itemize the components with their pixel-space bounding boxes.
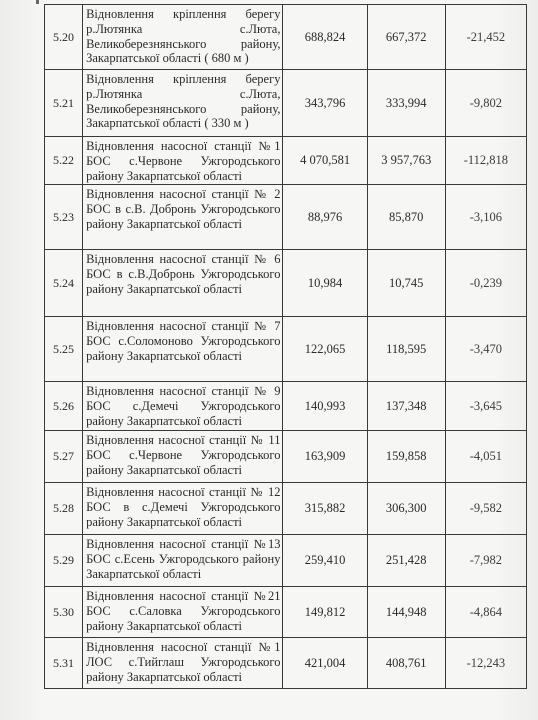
- row-number: 5.29: [45, 535, 83, 587]
- row-number: 5.28: [45, 483, 83, 535]
- actual-amount: 144,948: [367, 587, 445, 638]
- row-number: 5.23: [45, 185, 83, 250]
- actual-amount: 251,428: [367, 535, 445, 587]
- table-row: [45, 250, 527, 317]
- table-row: [45, 431, 527, 483]
- row-description: Відновлення насосної станції №1 БОС с.Червоне Ужгородського району Закарпатської області: [83, 137, 283, 185]
- scan-mark: [36, 0, 39, 4]
- difference-amount: -3,106: [445, 185, 526, 250]
- row-description: Відновлення насосної станції №1 ЛОС с.Тийглаш Ужгородського району Закарпатської області: [83, 638, 283, 689]
- difference-amount: -112,818: [445, 137, 526, 185]
- table-row: [45, 5, 527, 70]
- row-number: 5.26: [45, 382, 83, 431]
- difference-amount: -21,452: [445, 5, 526, 70]
- row-description: Відновлення насосної станції №21 БОС с.Саловка Ужгородського району Закарпатської області: [83, 587, 283, 638]
- table-row: [45, 535, 527, 587]
- table-row: [45, 587, 527, 638]
- difference-amount: -4,864: [445, 587, 526, 638]
- row-number: 5.24: [45, 250, 83, 317]
- actual-amount: 3 957,763: [367, 137, 445, 185]
- planned-amount: 688,824: [283, 5, 367, 70]
- planned-amount: 140,993: [283, 382, 367, 431]
- planned-amount: 315,882: [283, 483, 367, 535]
- planned-amount: 122,065: [283, 317, 367, 382]
- planned-amount: 343,796: [283, 70, 367, 137]
- difference-amount: -3,645: [445, 382, 526, 431]
- planned-amount: 163,909: [283, 431, 367, 483]
- table-row: [45, 137, 527, 185]
- actual-amount: 408,761: [367, 638, 445, 689]
- actual-amount: 137,348: [367, 382, 445, 431]
- difference-amount: -9,582: [445, 483, 526, 535]
- row-description: Відновлення насосної станції № 6 БОС в с.В.Добронь Ужгородського району Закарпатської області: [83, 250, 283, 317]
- actual-amount: 306,300: [367, 483, 445, 535]
- table-row: [45, 317, 527, 382]
- difference-amount: -0,239: [445, 250, 526, 317]
- planned-amount: 88,976: [283, 185, 367, 250]
- actual-amount: 667,372: [367, 5, 445, 70]
- actual-amount: 159,858: [367, 431, 445, 483]
- row-description: Відновлення насосної станції №13 БОС с.Есень Ужгородського району Закарпатської області: [83, 535, 283, 587]
- planned-amount: 421,004: [283, 638, 367, 689]
- planned-amount: 10,984: [283, 250, 367, 317]
- planned-amount: 149,812: [283, 587, 367, 638]
- row-number: 5.31: [45, 638, 83, 689]
- row-description: Відновлення насосної станції № 7 БОС с.Соломоново Ужгородського району Закарпатської області: [83, 317, 283, 382]
- row-description: Відновлення насосної станції № 9 БОС с.Демечі Ужгородського району Закарпатської області: [83, 382, 283, 431]
- actual-amount: 85,870: [367, 185, 445, 250]
- difference-amount: -12,243: [445, 638, 526, 689]
- actual-amount: 118,595: [367, 317, 445, 382]
- difference-amount: -9,802: [445, 70, 526, 137]
- row-description: Відновлення насосної станції № 11 БОС с.Червоне Ужгородського району Закарпатської області: [83, 431, 283, 483]
- row-description: Відновлення кріплення берегу р.Лютянка с.Люта, Великоберезнянського району, Закарпатської області ( 680 м ): [83, 5, 283, 70]
- row-description: Відновлення кріплення берегу р.Лютянка с.Люта, Великоберезнянського району, Закарпатської області ( 330 м ): [83, 70, 283, 137]
- table-row: [45, 185, 527, 250]
- table-row: [45, 483, 527, 535]
- row-description: Відновлення насосної станції № 2 БОС в с.В. Добронь Ужгородського району Закарпатської області: [83, 185, 283, 250]
- row-description: Відновлення насосної станції № 12 БОС в с.Демечі Ужгородського району Закарпатської області: [83, 483, 283, 535]
- table-row: [45, 638, 527, 689]
- table-row: [45, 70, 527, 137]
- table-row: [45, 382, 527, 431]
- actual-amount: 10,745: [367, 250, 445, 317]
- difference-amount: -7,982: [445, 535, 526, 587]
- row-number: 5.25: [45, 317, 83, 382]
- row-number: 5.21: [45, 70, 83, 137]
- row-number: 5.27: [45, 431, 83, 483]
- planned-amount: 4 070,581: [283, 137, 367, 185]
- planned-amount: 259,410: [283, 535, 367, 587]
- row-number: 5.22: [45, 137, 83, 185]
- actual-amount: 333,994: [367, 70, 445, 137]
- row-number: 5.30: [45, 587, 83, 638]
- row-number: 5.20: [45, 5, 83, 70]
- difference-amount: -3,470: [445, 317, 526, 382]
- budget-table: [44, 4, 527, 689]
- difference-amount: -4,051: [445, 431, 526, 483]
